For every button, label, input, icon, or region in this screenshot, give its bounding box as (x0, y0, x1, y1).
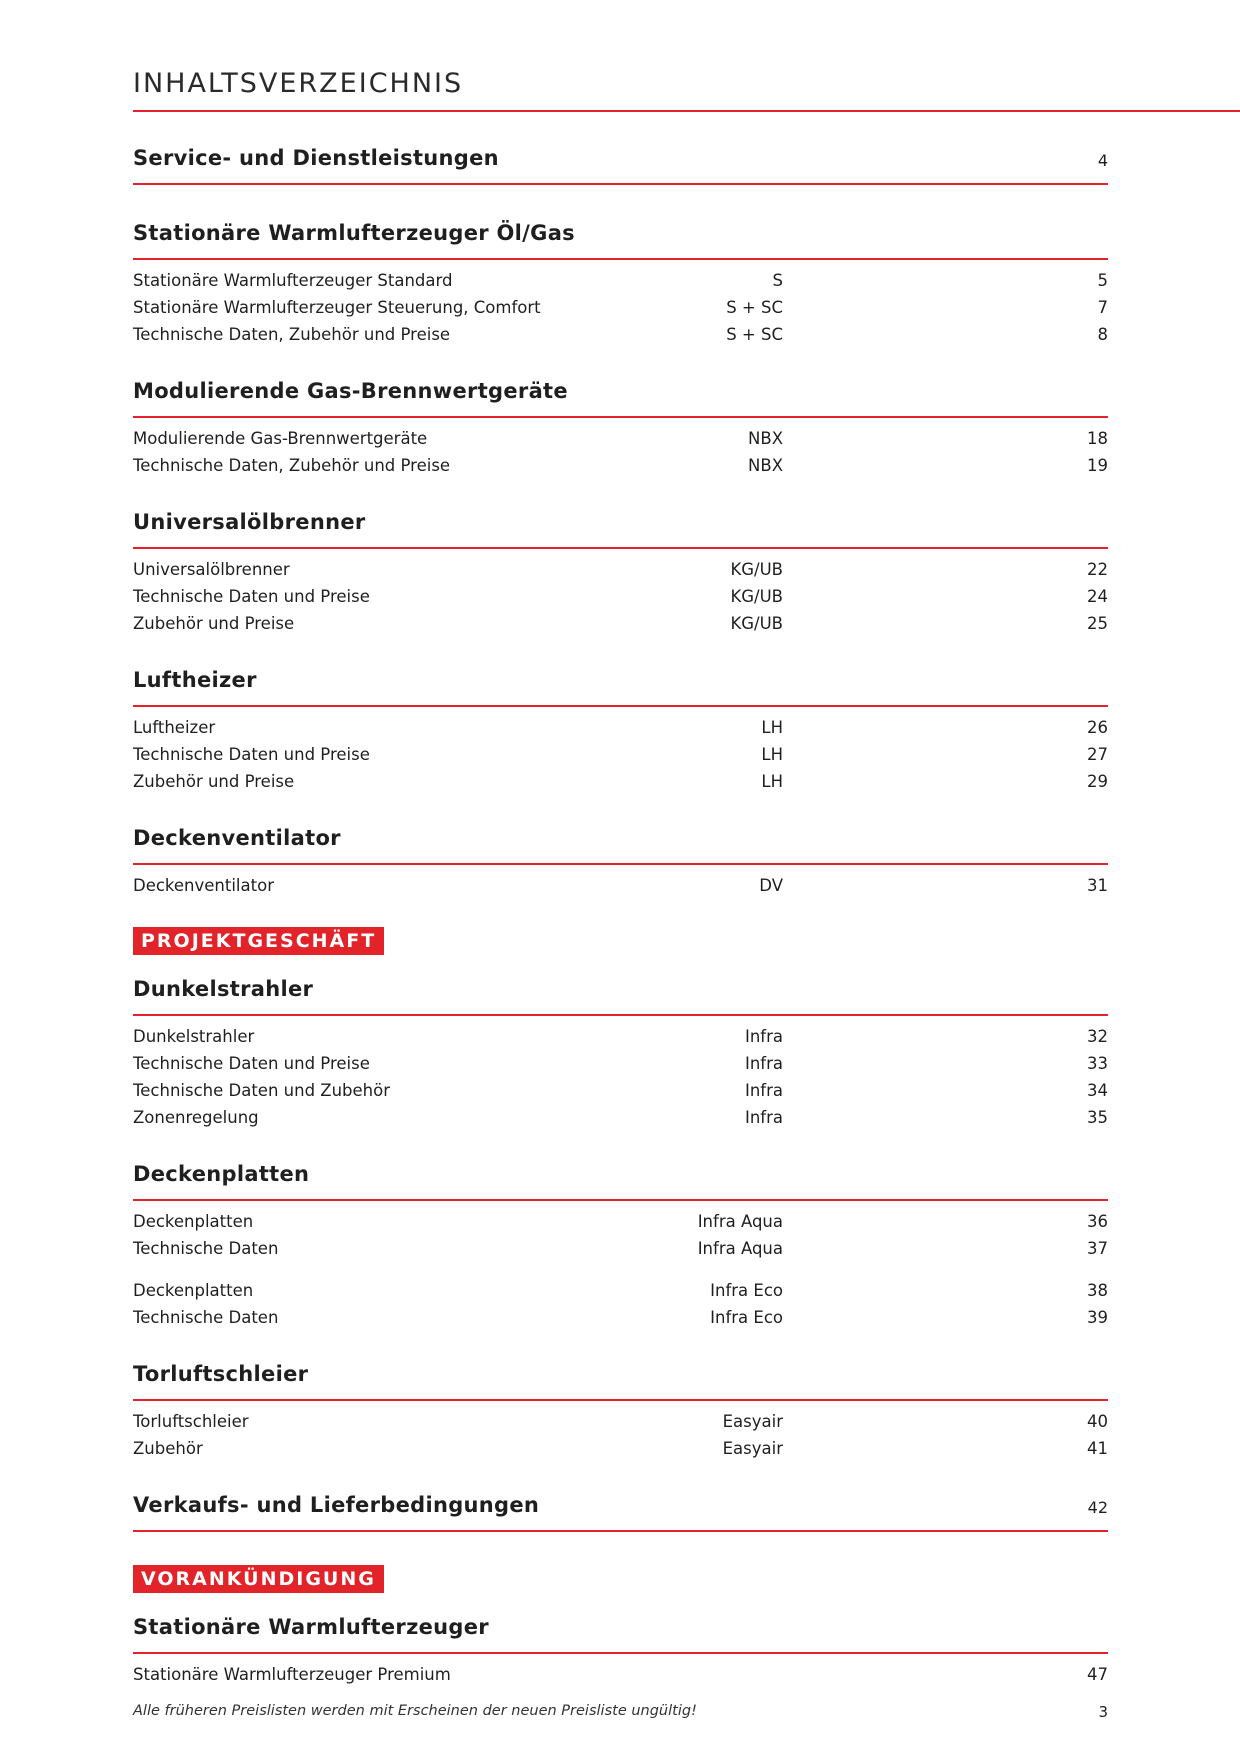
entry-page: 31 (1087, 876, 1108, 895)
toc-entry[interactable] (133, 1108, 1108, 1135)
entry-label: Stationäre Warmlufterzeuger Steuerung, Comfort (133, 298, 541, 317)
section-title: Verkaufs- und Lieferbedingungen (133, 1493, 540, 1517)
entry-page: 25 (1087, 614, 1108, 633)
toc-section (133, 974, 1108, 1159)
toc-entry[interactable] (133, 1308, 1108, 1335)
toc-section (133, 665, 1108, 823)
entry-code: Easyair (722, 1412, 783, 1431)
entry-code: NBX (748, 429, 783, 448)
footer-note: Alle früheren Preislisten werden mit Erscheinen der neuen Preisliste ungültig! (133, 1703, 697, 1719)
toc-entry[interactable] (133, 876, 1108, 903)
toc-entry[interactable] (133, 587, 1108, 614)
entry-label: Technische Daten und Preise (133, 745, 370, 764)
entry-page: 37 (1087, 1239, 1108, 1258)
entry-code: Infra (744, 1054, 783, 1073)
badge-projekt-wrap (133, 927, 1108, 960)
entry-label: Technische Daten, Zubehör und Preise (133, 456, 451, 475)
toc-entry[interactable] (133, 1239, 1108, 1266)
entry-code: Infra Aqua (697, 1239, 783, 1258)
toc-entry[interactable] (133, 271, 1108, 298)
section-title: Deckenplatten (133, 1162, 310, 1186)
entry-label: Universalölbrenner (133, 560, 290, 579)
toc-entry[interactable] (133, 1081, 1108, 1108)
projekt-badge: PROJEKTGESCHÄFT (133, 927, 384, 955)
toc-entry[interactable] (133, 614, 1108, 641)
toc-section (133, 376, 1108, 507)
title-divider (133, 110, 1240, 112)
entry-code: Infra Eco (710, 1281, 783, 1300)
toc-section (133, 218, 1108, 376)
entry-label: Torluftschleier (133, 1412, 249, 1431)
entry-code: NBX (748, 456, 783, 475)
entry-label: Stationäre Warmlufterzeuger Premium (133, 1665, 451, 1684)
toc-section (133, 1159, 1108, 1359)
toc-entry[interactable] (133, 1212, 1108, 1239)
section-title: Universalölbrenner (133, 510, 366, 534)
entry-page: 38 (1087, 1281, 1108, 1300)
entry-code: Easyair (722, 1439, 783, 1458)
section-heading[interactable] (133, 1612, 1108, 1654)
entry-label: Deckenventilator (133, 876, 274, 895)
entry-label: Modulierende Gas-Brennwertgeräte (133, 429, 428, 448)
section-heading[interactable] (133, 143, 1108, 185)
toc-section (133, 1490, 1108, 1565)
badge-voranz-wrap (133, 1565, 1108, 1598)
entry-label: Deckenplatten (133, 1212, 254, 1231)
entry-code: S + SC (726, 298, 783, 317)
entry-label: Zubehör und Preise (133, 614, 295, 633)
toc-section (133, 507, 1108, 665)
section-heading[interactable] (133, 974, 1108, 1016)
toc-entry[interactable] (133, 1054, 1108, 1081)
section-title: Stationäre Warmlufterzeuger (133, 1615, 489, 1639)
voranz-sections-group (133, 1612, 1108, 1716)
entry-page: 33 (1087, 1054, 1108, 1073)
entry-page: 36 (1087, 1212, 1108, 1231)
section-title: Dunkelstrahler (133, 977, 314, 1001)
toc-section (133, 143, 1108, 218)
sections-group (133, 143, 1108, 927)
entry-page: 8 (1097, 325, 1108, 344)
entry-code: KG/UB (730, 614, 783, 633)
entry-label: Technische Daten und Preise (133, 587, 370, 606)
entry-page: 35 (1087, 1108, 1108, 1127)
toc-entry[interactable] (133, 560, 1108, 587)
toc-section (133, 823, 1108, 927)
toc-entry[interactable] (133, 456, 1108, 483)
toc-entry[interactable] (133, 298, 1108, 325)
entry-page: 41 (1087, 1439, 1108, 1458)
page-title: INHALTSVERZEICHNIS (133, 68, 464, 99)
section-page-number: 4 (1097, 151, 1108, 170)
entry-label: Dunkelstrahler (133, 1027, 255, 1046)
entry-label: Luftheizer (133, 718, 216, 737)
section-title: Luftheizer (133, 668, 257, 692)
entry-code: KG/UB (730, 587, 783, 606)
entry-label: Zonenregelung (133, 1108, 259, 1127)
section-title: Deckenventilator (133, 826, 341, 850)
entry-code: S (772, 271, 783, 290)
entry-code: LH (761, 718, 783, 737)
entry-page: 47 (1087, 1665, 1108, 1684)
footer-page-number: 3 (1098, 1703, 1108, 1721)
section-heading[interactable] (133, 507, 1108, 549)
entry-code: Infra Eco (710, 1308, 783, 1327)
section-title: Service- und Dienstleistungen (133, 146, 499, 170)
entry-page: 32 (1087, 1027, 1108, 1046)
toc-section (133, 1359, 1108, 1490)
voranzeige-badge: VORANKÜNDIGUNG (133, 1565, 384, 1593)
toc-entry[interactable] (133, 429, 1108, 456)
section-heading[interactable] (133, 218, 1108, 260)
section-page-number: 42 (1087, 1498, 1108, 1517)
section-heading[interactable] (133, 665, 1108, 707)
entry-page: 27 (1087, 745, 1108, 764)
entry-label: Zubehör und Preise (133, 772, 295, 791)
entry-page: 5 (1097, 271, 1108, 290)
entry-label: Technische Daten (133, 1308, 279, 1327)
entry-page: 26 (1087, 718, 1108, 737)
entry-label: Technische Daten, Zubehör und Preise (133, 325, 451, 344)
toc-entry[interactable] (133, 1027, 1108, 1054)
toc-entry[interactable] (133, 772, 1108, 799)
section-heading[interactable] (133, 823, 1108, 865)
entry-code: Infra Aqua (697, 1212, 783, 1231)
entry-label: Technische Daten und Zubehör (133, 1081, 391, 1100)
section-heading[interactable] (133, 1159, 1108, 1201)
table-of-contents (133, 143, 1108, 1716)
toc-entry[interactable] (133, 325, 1108, 352)
entry-label: Zubehör (133, 1439, 203, 1458)
toc-entry[interactable] (133, 1665, 1108, 1692)
section-title: Modulierende Gas-Brennwertgeräte (133, 379, 568, 403)
projekt-sections-group (133, 974, 1108, 1565)
section-heading[interactable] (133, 1359, 1108, 1401)
entry-code: Infra (744, 1081, 783, 1100)
entry-label: Technische Daten und Preise (133, 1054, 370, 1073)
section-heading[interactable] (133, 1490, 1108, 1532)
toc-entry[interactable] (133, 1281, 1108, 1308)
section-title: Torluftschleier (133, 1362, 309, 1386)
toc-entry[interactable] (133, 1439, 1108, 1466)
entry-page: 22 (1087, 560, 1108, 579)
entry-page: 7 (1097, 298, 1108, 317)
entry-page: 19 (1087, 456, 1108, 475)
entry-code: DV (759, 876, 783, 895)
entry-code: Infra (744, 1108, 783, 1127)
toc-section (133, 1612, 1108, 1716)
section-heading[interactable] (133, 376, 1108, 418)
entry-page: 24 (1087, 587, 1108, 606)
entry-code: LH (761, 745, 783, 764)
entry-label: Stationäre Warmlufterzeuger Standard (133, 271, 453, 290)
entry-page: 40 (1087, 1412, 1108, 1431)
toc-entry[interactable] (133, 1412, 1108, 1439)
toc-entry[interactable] (133, 718, 1108, 745)
entry-label: Technische Daten (133, 1239, 279, 1258)
section-title: Stationäre Warmlufterzeuger Öl/Gas (133, 221, 575, 245)
entry-label: Deckenplatten (133, 1281, 254, 1300)
entry-code: KG/UB (730, 560, 783, 579)
entry-code: Infra (744, 1027, 783, 1046)
entry-page: 18 (1087, 429, 1108, 448)
entry-page: 39 (1087, 1308, 1108, 1327)
toc-entry[interactable] (133, 745, 1108, 772)
entry-page: 29 (1087, 772, 1108, 791)
entry-code: LH (761, 772, 783, 791)
entry-code: S + SC (726, 325, 783, 344)
entry-page: 34 (1087, 1081, 1108, 1100)
